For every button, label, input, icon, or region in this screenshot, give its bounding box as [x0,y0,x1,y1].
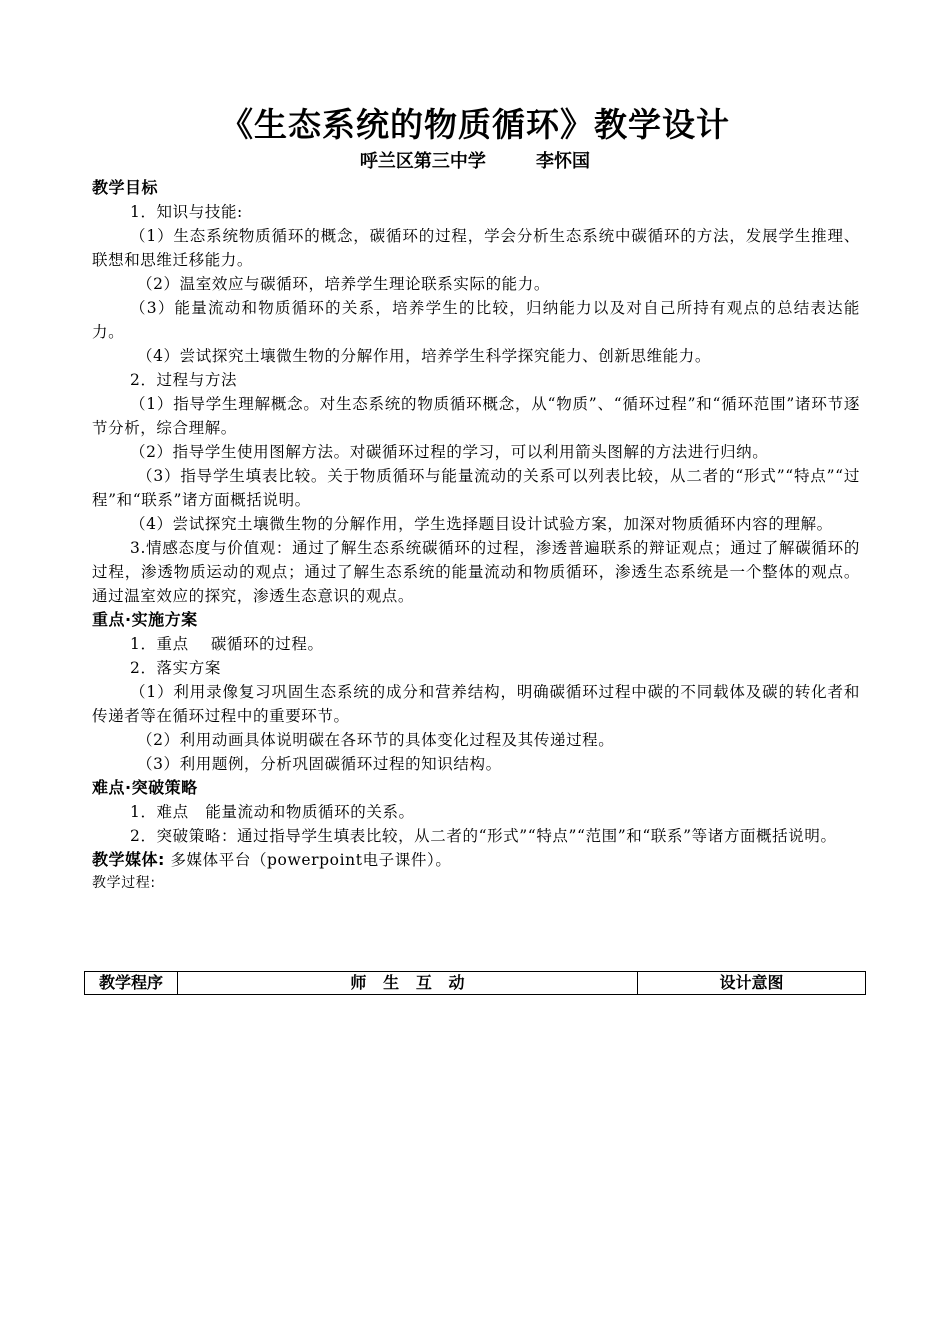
table-header-procedure: 教学程序 [85,972,178,994]
objective-knowledge-3: （3）能量流动和物质循环的关系，培养学生的比较，归纳能力以及对自己所持有观点的总结表达能力。 [92,299,860,341]
section-heading-key: 重点·实施方案 [92,610,198,629]
objective-process-4: （4）尝试探究土壤微生物的分解作用，学生选择题目设计试验方案，加深对物质循环内容的理解。 [130,515,833,533]
key-plan-3: （3）利用题例，分析巩固碳循环过程的知识结构。 [137,755,502,773]
key-point: 1．重点 碳循环的过程。 [130,635,324,653]
media-value: 多媒体平台（powerpoint电子课件）。 [170,851,452,869]
key-plan-2: （2）利用动画具体说明碳在各环节的具体变化过程及其传递过程。 [137,731,615,749]
difficult-point: 1．难点 能量流动和物质循环的关系。 [130,803,415,821]
table-header-interaction: 师 生 互 动 [178,972,638,994]
media-line [92,848,860,872]
objective-knowledge-4: （4）尝试探究土壤微生物的分解作用，培养学生科学探究能力、创新思维能力。 [137,347,711,365]
key-plan-heading: 2．落实方案 [130,659,221,677]
objective-knowledge-2: （2）温室效应与碳循环，培养学生理论联系实际的能力。 [137,275,550,293]
table-header-intent: 设计意图 [719,973,784,992]
key-plan-1: （1）利用录像复习巩固生态系统的成分和营养结构，明确碳循环过程中碳的不同载体及碳的转化者和传递者等在循环过程中的重要环节。 [92,683,860,725]
section-heading-objectives: 教学目标 [92,178,159,197]
author-line: 呼兰区第三中学 李怀国 [359,151,591,172]
objective-knowledge-heading: 1．知识与技能: [130,203,243,221]
media-label: 教学媒体: [92,850,165,869]
objective-attitude: 3.情感态度与价值观：通过了解生态系统碳循环的过程，渗透普遍联系的辩证观点；通过了解碳循环的过程，渗透物质运动的观点；通过了解生态系统的能量流动和物质循环，渗透生态系统是一个整体的观点。通过温室效应的探究，渗透生态意识的观点。 [92,539,860,605]
document-title: 《生态系统的物质循环》教学设计 [220,105,730,144]
objective-process-1: （1）指导学生理解概念。对生态系统的物质循环概念，从“物质”、“循环过程”和“循环范围”诸环节逐节分析，综合理解。 [92,395,860,437]
difficult-strategy: 2．突破策略：通过指导学生填表比较，从二者的“形式”“特点”“范围”和“联系”等诸方面概括说明。 [130,827,837,845]
objective-process-3: （3）指导学生填表比较。关于物质循环与能量流动的关系可以列表比较，从二者的“形式”“特点”“过程”和“联系”诸方面概括说明。 [92,467,860,509]
objective-knowledge-1: （1）生态系统物质循环的概念，碳循环的过程，学会分析生态系统中碳循环的方法，发展学生推理、联想和思维迁移能力。 [92,227,860,269]
process-label: 教学过程: [92,875,156,891]
process-table-header [84,971,866,995]
document-body [92,176,860,894]
objective-process-2: （2）指导学生使用图解方法。对碳循环过程的学习，可以利用箭头图解的方法进行归纳。 [130,443,769,461]
section-heading-difficult: 难点·突破策略 [92,778,198,797]
objective-process-heading: 2．过程与方法 [130,371,238,389]
